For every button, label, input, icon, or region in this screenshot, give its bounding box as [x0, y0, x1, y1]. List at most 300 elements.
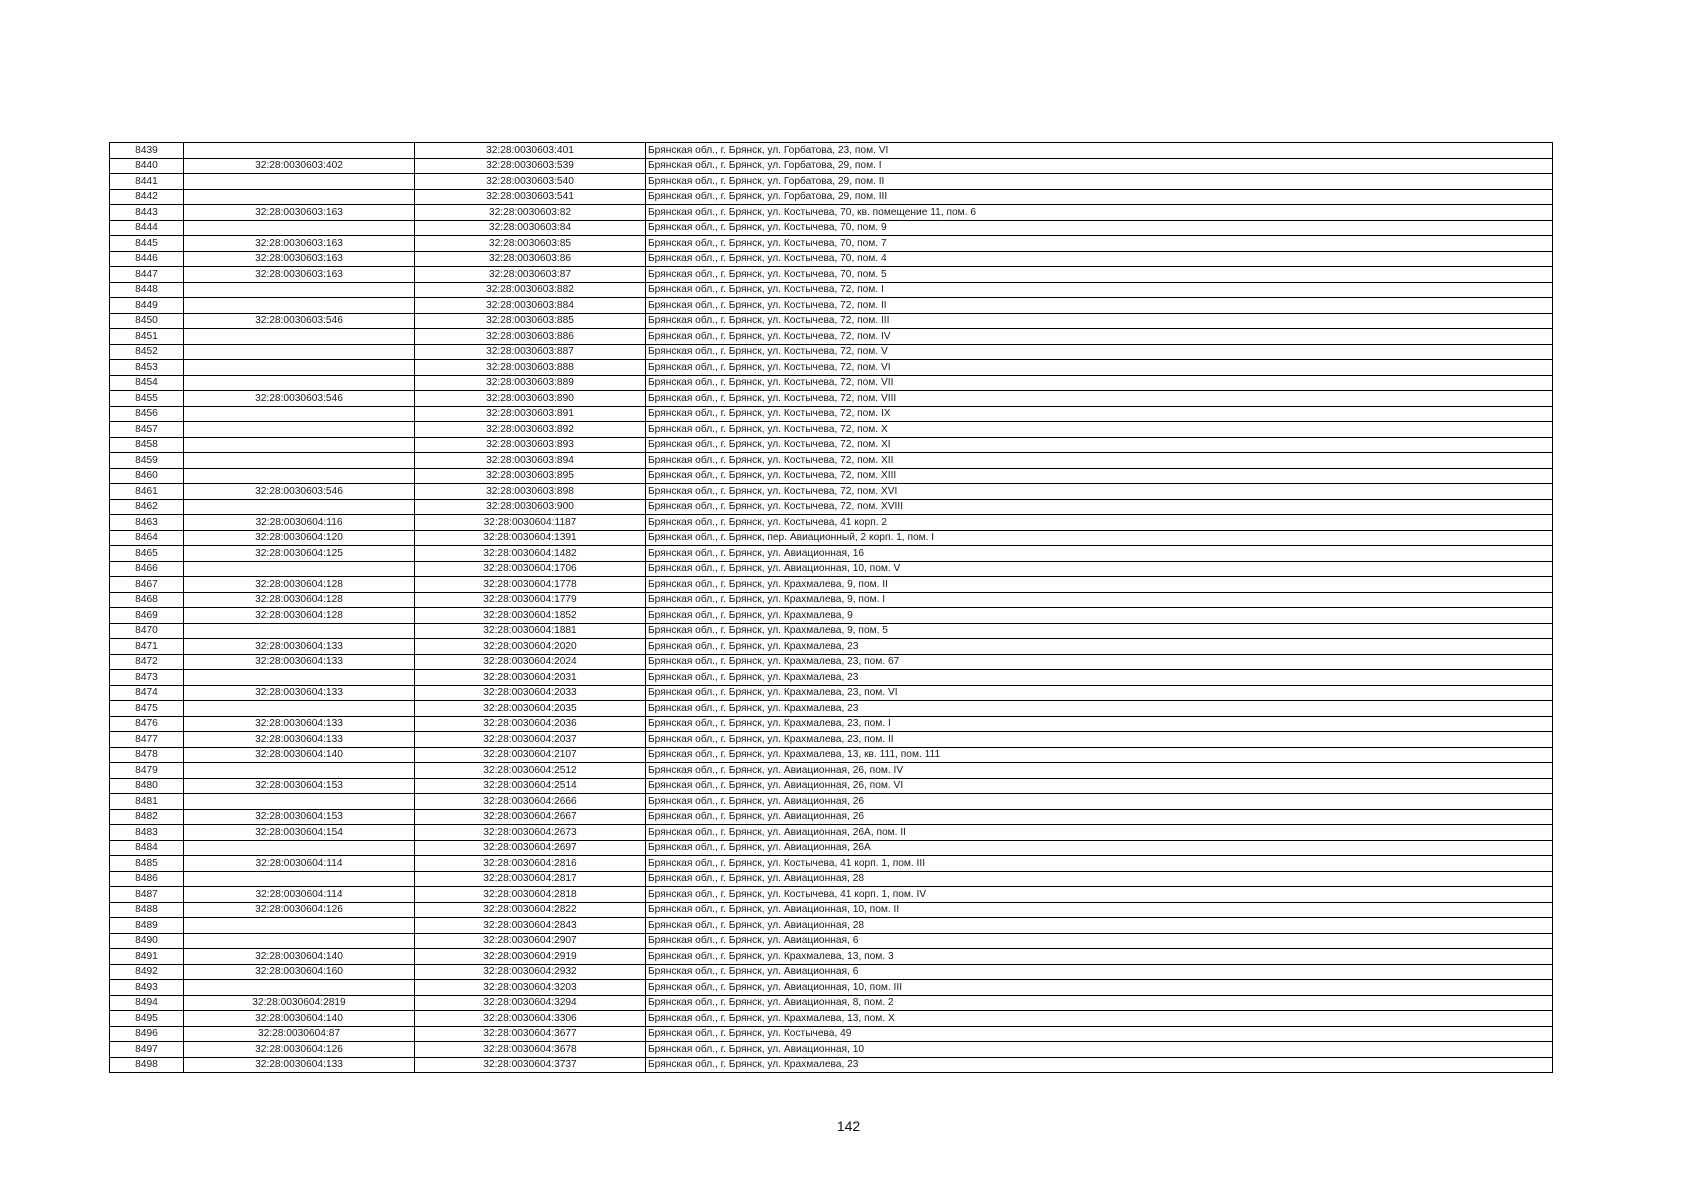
- row-number-cell: 8447: [110, 267, 184, 283]
- address-cell: Брянская обл., г. Брянск, ул. Крахмалева, 13, кв. 111, пом. 111: [646, 747, 1553, 763]
- table-row: [110, 143, 1553, 159]
- row-number-cell: 8458: [110, 437, 184, 453]
- cadastral-number-cell: 32:28:0030604:2932: [415, 964, 646, 980]
- address-cell: Брянская обл., г. Брянск, ул. Костычева, 70, пом. 4: [646, 251, 1553, 267]
- parent-cadastral-number-cell: [184, 701, 415, 717]
- cadastral-number-cell: 32:28:0030604:1391: [415, 530, 646, 546]
- table-row: [110, 205, 1553, 221]
- address-cell: Брянская обл., г. Брянск, ул. Костычева, 49: [646, 1026, 1553, 1042]
- address-cell: Брянская обл., г. Брянск, ул. Костычева, 72, пом. XIII: [646, 468, 1553, 484]
- row-number-cell: 8492: [110, 964, 184, 980]
- table-row: [110, 360, 1553, 376]
- row-number-cell: 8451: [110, 329, 184, 345]
- table-row: [110, 747, 1553, 763]
- parent-cadastral-number-cell: 32:28:0030604:133: [184, 639, 415, 655]
- parent-cadastral-number-cell: 32:28:0030604:133: [184, 732, 415, 748]
- address-cell: Брянская обл., г. Брянск, ул. Авиационная, 26, пом. VI: [646, 778, 1553, 794]
- table-row: [110, 422, 1553, 438]
- row-number-cell: 8466: [110, 561, 184, 577]
- table-row: [110, 732, 1553, 748]
- table-row: [110, 639, 1553, 655]
- address-cell: Брянская обл., г. Брянск, ул. Костычева, 72, пом. XVI: [646, 484, 1553, 500]
- row-number-cell: 8452: [110, 344, 184, 360]
- table-row: [110, 918, 1553, 934]
- table-row: [110, 949, 1553, 965]
- address-cell: Брянская обл., г. Брянск, ул. Авиационная, 10, пом. II: [646, 902, 1553, 918]
- table-row: [110, 670, 1553, 686]
- cadastral-number-cell: 32:28:0030604:1706: [415, 561, 646, 577]
- row-number-cell: 8486: [110, 871, 184, 887]
- table-row: [110, 453, 1553, 469]
- table-row: [110, 251, 1553, 267]
- cadastral-number-cell: 32:28:0030603:892: [415, 422, 646, 438]
- table-row: [110, 406, 1553, 422]
- parent-cadastral-number-cell: [184, 499, 415, 515]
- address-cell: Брянская обл., г. Брянск, ул. Крахмалева, 9, пом. 5: [646, 623, 1553, 639]
- address-cell: Брянская обл., г. Брянск, ул. Авиационная, 8, пом. 2: [646, 995, 1553, 1011]
- table-row: [110, 592, 1553, 608]
- table-row: [110, 329, 1553, 345]
- parent-cadastral-number-cell: 32:28:0030604:160: [184, 964, 415, 980]
- cadastral-number-cell: 32:28:0030604:1187: [415, 515, 646, 531]
- table-row: [110, 344, 1553, 360]
- row-number-cell: 8472: [110, 654, 184, 670]
- cadastral-number-cell: 32:28:0030603:541: [415, 189, 646, 205]
- address-cell: Брянская обл., г. Брянск, ул. Костычева, 72, пом. XII: [646, 453, 1553, 469]
- table-row: [110, 391, 1553, 407]
- address-cell: Брянская обл., г. Брянск, ул. Авиационная, 6: [646, 964, 1553, 980]
- row-number-cell: 8485: [110, 856, 184, 872]
- table-row: [110, 856, 1553, 872]
- address-cell: Брянская обл., г. Брянск, ул. Костычева, 72, пом. III: [646, 313, 1553, 329]
- table-row: [110, 794, 1553, 810]
- parent-cadastral-number-cell: [184, 174, 415, 190]
- row-number-cell: 8470: [110, 623, 184, 639]
- address-cell: Брянская обл., г. Брянск, ул. Авиационная, 28: [646, 871, 1553, 887]
- parent-cadastral-number-cell: [184, 918, 415, 934]
- parent-cadastral-number-cell: [184, 623, 415, 639]
- parent-cadastral-number-cell: 32:28:0030604:114: [184, 856, 415, 872]
- table-row: [110, 995, 1553, 1011]
- address-cell: Брянская обл., г. Брянск, ул. Костычева, 70, кв. помещение 11, пом. 6: [646, 205, 1553, 221]
- table-row: [110, 189, 1553, 205]
- row-number-cell: 8456: [110, 406, 184, 422]
- row-number-cell: 8487: [110, 887, 184, 903]
- parent-cadastral-number-cell: 32:28:0030604:153: [184, 809, 415, 825]
- row-number-cell: 8441: [110, 174, 184, 190]
- cadastral-number-cell: 32:28:0030604:3677: [415, 1026, 646, 1042]
- table-row: [110, 220, 1553, 236]
- cadastral-number-cell: 32:28:0030604:2907: [415, 933, 646, 949]
- row-number-cell: 8468: [110, 592, 184, 608]
- address-cell: Брянская обл., г. Брянск, ул. Костычева, 41 корп. 1, пом. IV: [646, 887, 1553, 903]
- parent-cadastral-number-cell: 32:28:0030604:126: [184, 902, 415, 918]
- table-row: [110, 809, 1553, 825]
- address-cell: Брянская обл., г. Брянск, ул. Крахмалева, 23: [646, 670, 1553, 686]
- address-cell: Брянская обл., г. Брянск, ул. Костычева, 72, пом. XI: [646, 437, 1553, 453]
- table-row: [110, 236, 1553, 252]
- address-cell: Брянская обл., г. Брянск, ул. Крахмалева, 13, пом. X: [646, 1011, 1553, 1027]
- cadastral-number-cell: 32:28:0030604:1779: [415, 592, 646, 608]
- table-row: [110, 530, 1553, 546]
- parent-cadastral-number-cell: 32:28:0030604:128: [184, 577, 415, 593]
- row-number-cell: 8463: [110, 515, 184, 531]
- address-cell: Брянская обл., г. Брянск, ул. Костычева, 72, пом. VI: [646, 360, 1553, 376]
- cadastral-number-cell: 32:28:0030603:87: [415, 267, 646, 283]
- parent-cadastral-number-cell: 32:28:0030603:163: [184, 251, 415, 267]
- table-row: [110, 980, 1553, 996]
- cadastral-number-cell: 32:28:0030603:539: [415, 158, 646, 174]
- table-row: [110, 1057, 1553, 1073]
- row-number-cell: 8483: [110, 825, 184, 841]
- row-number-cell: 8482: [110, 809, 184, 825]
- parent-cadastral-number-cell: 32:28:0030604:133: [184, 716, 415, 732]
- page-number: 142: [836, 1118, 861, 1134]
- parent-cadastral-number-cell: 32:28:0030603:546: [184, 313, 415, 329]
- cadastral-number-cell: 32:28:0030604:3294: [415, 995, 646, 1011]
- row-number-cell: 8454: [110, 375, 184, 391]
- row-number-cell: 8480: [110, 778, 184, 794]
- parent-cadastral-number-cell: [184, 561, 415, 577]
- table-row: [110, 1026, 1553, 1042]
- table-row: [110, 623, 1553, 639]
- registry-table: [109, 142, 1553, 1073]
- address-cell: Брянская обл., г. Брянск, ул. Крахмалева, 23, пом. I: [646, 716, 1553, 732]
- address-cell: Брянская обл., г. Брянск, ул. Крахмалева, 9: [646, 608, 1553, 624]
- parent-cadastral-number-cell: [184, 840, 415, 856]
- address-cell: Брянская обл., г. Брянск, ул. Крахмалева, 9, пом. II: [646, 577, 1553, 593]
- parent-cadastral-number-cell: 32:28:0030604:154: [184, 825, 415, 841]
- parent-cadastral-number-cell: [184, 344, 415, 360]
- address-cell: Брянская обл., г. Брянск, ул. Авиационная, 10: [646, 1042, 1553, 1058]
- parent-cadastral-number-cell: 32:28:0030603:163: [184, 236, 415, 252]
- parent-cadastral-number-cell: [184, 871, 415, 887]
- cadastral-number-cell: 32:28:0030604:2816: [415, 856, 646, 872]
- parent-cadastral-number-cell: [184, 282, 415, 298]
- cadastral-number-cell: 32:28:0030604:2919: [415, 949, 646, 965]
- parent-cadastral-number-cell: 32:28:0030604:126: [184, 1042, 415, 1058]
- cadastral-number-cell: 32:28:0030604:2667: [415, 809, 646, 825]
- parent-cadastral-number-cell: [184, 437, 415, 453]
- row-number-cell: 8488: [110, 902, 184, 918]
- row-number-cell: 8449: [110, 298, 184, 314]
- parent-cadastral-number-cell: 32:28:0030604:140: [184, 1011, 415, 1027]
- cadastral-number-cell: 32:28:0030604:2514: [415, 778, 646, 794]
- parent-cadastral-number-cell: 32:28:0030604:116: [184, 515, 415, 531]
- row-number-cell: 8440: [110, 158, 184, 174]
- cadastral-number-cell: 32:28:0030604:2843: [415, 918, 646, 934]
- row-number-cell: 8491: [110, 949, 184, 965]
- row-number-cell: 8477: [110, 732, 184, 748]
- address-cell: Брянская обл., г. Брянск, ул. Костычева, 41 корп. 2: [646, 515, 1553, 531]
- row-number-cell: 8464: [110, 530, 184, 546]
- cadastral-number-cell: 32:28:0030603:540: [415, 174, 646, 190]
- parent-cadastral-number-cell: [184, 422, 415, 438]
- parent-cadastral-number-cell: [184, 933, 415, 949]
- cadastral-number-cell: 32:28:0030603:86: [415, 251, 646, 267]
- table-row: [110, 267, 1553, 283]
- cadastral-number-cell: 32:28:0030604:1482: [415, 546, 646, 562]
- address-cell: Брянская обл., г. Брянск, ул. Авиационная, 26, пом. IV: [646, 763, 1553, 779]
- address-cell: Брянская обл., г. Брянск, пер. Авиационный, 2 корп. 1, пом. I: [646, 530, 1553, 546]
- row-number-cell: 8494: [110, 995, 184, 1011]
- address-cell: Брянская обл., г. Брянск, ул. Костычева, 70, пом. 9: [646, 220, 1553, 236]
- table-row: [110, 546, 1553, 562]
- parent-cadastral-number-cell: 32:28:0030603:402: [184, 158, 415, 174]
- cadastral-number-cell: 32:28:0030603:884: [415, 298, 646, 314]
- row-number-cell: 8475: [110, 701, 184, 717]
- parent-cadastral-number-cell: 32:28:0030604:87: [184, 1026, 415, 1042]
- cadastral-number-cell: 32:28:0030603:887: [415, 344, 646, 360]
- parent-cadastral-number-cell: 32:28:0030603:163: [184, 267, 415, 283]
- table-row: [110, 608, 1553, 624]
- table-row: [110, 902, 1553, 918]
- row-number-cell: 8469: [110, 608, 184, 624]
- cadastral-number-cell: 32:28:0030604:2817: [415, 871, 646, 887]
- table-row: [110, 484, 1553, 500]
- row-number-cell: 8484: [110, 840, 184, 856]
- cadastral-number-cell: 32:28:0030604:1778: [415, 577, 646, 593]
- parent-cadastral-number-cell: [184, 375, 415, 391]
- address-cell: Брянская обл., г. Брянск, ул. Крахмалева, 23, пом. VI: [646, 685, 1553, 701]
- cadastral-number-cell: 32:28:0030604:2033: [415, 685, 646, 701]
- table-row: [110, 468, 1553, 484]
- cadastral-number-cell: 32:28:0030604:2666: [415, 794, 646, 810]
- cadastral-number-cell: 32:28:0030604:2697: [415, 840, 646, 856]
- table-row: [110, 1042, 1553, 1058]
- address-cell: Брянская обл., г. Брянск, ул. Авиационная, 28: [646, 918, 1553, 934]
- row-number-cell: 8457: [110, 422, 184, 438]
- cadastral-number-cell: 32:28:0030603:401: [415, 143, 646, 159]
- cadastral-number-cell: 32:28:0030603:895: [415, 468, 646, 484]
- address-cell: Брянская обл., г. Брянск, ул. Костычева, 70, пом. 7: [646, 236, 1553, 252]
- row-number-cell: 8497: [110, 1042, 184, 1058]
- cadastral-number-cell: 32:28:0030603:900: [415, 499, 646, 515]
- cadastral-number-cell: 32:28:0030603:893: [415, 437, 646, 453]
- address-cell: Брянская обл., г. Брянск, ул. Костычева, 72, пом. VIII: [646, 391, 1553, 407]
- row-number-cell: 8478: [110, 747, 184, 763]
- row-number-cell: 8498: [110, 1057, 184, 1073]
- table-row: [110, 840, 1553, 856]
- address-cell: Брянская обл., г. Брянск, ул. Костычева, 72, пом. IX: [646, 406, 1553, 422]
- parent-cadastral-number-cell: [184, 794, 415, 810]
- parent-cadastral-number-cell: 32:28:0030604:133: [184, 1057, 415, 1073]
- row-number-cell: 8479: [110, 763, 184, 779]
- table-row: [110, 158, 1553, 174]
- address-cell: Брянская обл., г. Брянск, ул. Крахмалева, 23: [646, 1057, 1553, 1073]
- parent-cadastral-number-cell: 32:28:0030604:133: [184, 654, 415, 670]
- address-cell: Брянская обл., г. Брянск, ул. Горбатова, 23, пом. VI: [646, 143, 1553, 159]
- table-row: [110, 825, 1553, 841]
- cadastral-number-cell: 32:28:0030603:885: [415, 313, 646, 329]
- parent-cadastral-number-cell: 32:28:0030604:140: [184, 949, 415, 965]
- cadastral-number-cell: 32:28:0030604:2020: [415, 639, 646, 655]
- row-number-cell: 8445: [110, 236, 184, 252]
- row-number-cell: 8453: [110, 360, 184, 376]
- address-cell: Брянская обл., г. Брянск, ул. Костычева, 70, пом. 5: [646, 267, 1553, 283]
- row-number-cell: 8489: [110, 918, 184, 934]
- address-cell: Брянская обл., г. Брянск, ул. Авиационная, 26: [646, 809, 1553, 825]
- cadastral-number-cell: 32:28:0030603:85: [415, 236, 646, 252]
- address-cell: Брянская обл., г. Брянск, ул. Костычева, 72, пом. V: [646, 344, 1553, 360]
- row-number-cell: 8474: [110, 685, 184, 701]
- address-cell: Брянская обл., г. Брянск, ул. Крахмалева, 23, пом. II: [646, 732, 1553, 748]
- row-number-cell: 8459: [110, 453, 184, 469]
- cadastral-number-cell: 32:28:0030604:3203: [415, 980, 646, 996]
- table-row: [110, 964, 1553, 980]
- row-number-cell: 8476: [110, 716, 184, 732]
- cadastral-number-cell: 32:28:0030603:889: [415, 375, 646, 391]
- address-cell: Брянская обл., г. Брянск, ул. Горбатова, 29, пом. II: [646, 174, 1553, 190]
- table-row: [110, 561, 1553, 577]
- row-number-cell: 8462: [110, 499, 184, 515]
- row-number-cell: 8496: [110, 1026, 184, 1042]
- table-row: [110, 701, 1553, 717]
- cadastral-number-cell: 32:28:0030603:890: [415, 391, 646, 407]
- address-cell: Брянская обл., г. Брянск, ул. Костычева, 72, пом. I: [646, 282, 1553, 298]
- address-cell: Брянская обл., г. Брянск, ул. Крахмалева, 23: [646, 639, 1553, 655]
- parent-cadastral-number-cell: 32:28:0030604:125: [184, 546, 415, 562]
- address-cell: Брянская обл., г. Брянск, ул. Костычева, 72, пом. IV: [646, 329, 1553, 345]
- registry-table-body: [110, 143, 1553, 1073]
- parent-cadastral-number-cell: [184, 143, 415, 159]
- row-number-cell: 8439: [110, 143, 184, 159]
- row-number-cell: 8455: [110, 391, 184, 407]
- parent-cadastral-number-cell: [184, 406, 415, 422]
- cadastral-number-cell: 32:28:0030603:886: [415, 329, 646, 345]
- cadastral-number-cell: 32:28:0030604:2035: [415, 701, 646, 717]
- cadastral-number-cell: 32:28:0030604:1852: [415, 608, 646, 624]
- parent-cadastral-number-cell: 32:28:0030604:140: [184, 747, 415, 763]
- table-row: [110, 763, 1553, 779]
- row-number-cell: 8450: [110, 313, 184, 329]
- address-cell: Брянская обл., г. Брянск, ул. Крахмалева, 23: [646, 701, 1553, 717]
- row-number-cell: 8493: [110, 980, 184, 996]
- table-row: [110, 282, 1553, 298]
- table-row: [110, 654, 1553, 670]
- address-cell: Брянская обл., г. Брянск, ул. Авиационная, 26: [646, 794, 1553, 810]
- parent-cadastral-number-cell: [184, 189, 415, 205]
- cadastral-number-cell: 32:28:0030603:888: [415, 360, 646, 376]
- cadastral-number-cell: 32:28:0030603:882: [415, 282, 646, 298]
- parent-cadastral-number-cell: 32:28:0030604:114: [184, 887, 415, 903]
- parent-cadastral-number-cell: 32:28:0030604:133: [184, 685, 415, 701]
- row-number-cell: 8467: [110, 577, 184, 593]
- row-number-cell: 8481: [110, 794, 184, 810]
- cadastral-number-cell: 32:28:0030603:82: [415, 205, 646, 221]
- parent-cadastral-number-cell: 32:28:0030604:128: [184, 608, 415, 624]
- address-cell: Брянская обл., г. Брянск, ул. Крахмалева, 9, пом. I: [646, 592, 1553, 608]
- cadastral-number-cell: 32:28:0030604:2036: [415, 716, 646, 732]
- cadastral-number-cell: 32:28:0030604:2673: [415, 825, 646, 841]
- parent-cadastral-number-cell: [184, 980, 415, 996]
- table-row: [110, 778, 1553, 794]
- address-cell: Брянская обл., г. Брянск, ул. Костычева, 72, пом. II: [646, 298, 1553, 314]
- row-number-cell: 8461: [110, 484, 184, 500]
- cadastral-number-cell: 32:28:0030603:894: [415, 453, 646, 469]
- table-row: [110, 1011, 1553, 1027]
- address-cell: Брянская обл., г. Брянск, ул. Крахмалева, 13, пом. 3: [646, 949, 1553, 965]
- row-number-cell: 8448: [110, 282, 184, 298]
- parent-cadastral-number-cell: 32:28:0030604:153: [184, 778, 415, 794]
- address-cell: Брянская обл., г. Брянск, ул. Авиационная, 10, пом. V: [646, 561, 1553, 577]
- row-number-cell: 8444: [110, 220, 184, 236]
- address-cell: Брянская обл., г. Брянск, ул. Костычева, 72, пом. VII: [646, 375, 1553, 391]
- cadastral-number-cell: 32:28:0030604:3737: [415, 1057, 646, 1073]
- row-number-cell: 8443: [110, 205, 184, 221]
- table-row: [110, 871, 1553, 887]
- address-cell: Брянская обл., г. Брянск, ул. Авиационная, 16: [646, 546, 1553, 562]
- table-row: [110, 174, 1553, 190]
- parent-cadastral-number-cell: [184, 670, 415, 686]
- parent-cadastral-number-cell: 32:28:0030603:546: [184, 391, 415, 407]
- table-row: [110, 437, 1553, 453]
- cadastral-number-cell: 32:28:0030604:1881: [415, 623, 646, 639]
- address-cell: Брянская обл., г. Брянск, ул. Горбатова, 29, пом. I: [646, 158, 1553, 174]
- cadastral-number-cell: 32:28:0030604:2037: [415, 732, 646, 748]
- cadastral-number-cell: 32:28:0030604:2818: [415, 887, 646, 903]
- parent-cadastral-number-cell: [184, 763, 415, 779]
- cadastral-number-cell: 32:28:0030604:3678: [415, 1042, 646, 1058]
- address-cell: Брянская обл., г. Брянск, ул. Авиационная, 26А: [646, 840, 1553, 856]
- parent-cadastral-number-cell: 32:28:0030603:163: [184, 205, 415, 221]
- table-row: [110, 313, 1553, 329]
- cadastral-number-cell: 32:28:0030604:2512: [415, 763, 646, 779]
- row-number-cell: 8490: [110, 933, 184, 949]
- address-cell: Брянская обл., г. Брянск, ул. Авиационная, 10, пом. III: [646, 980, 1553, 996]
- address-cell: Брянская обл., г. Брянск, ул. Костычева, 72, пом. XVIII: [646, 499, 1553, 515]
- table-row: [110, 685, 1553, 701]
- table-row: [110, 577, 1553, 593]
- parent-cadastral-number-cell: [184, 360, 415, 376]
- table-row: [110, 716, 1553, 732]
- cadastral-number-cell: 32:28:0030603:898: [415, 484, 646, 500]
- row-number-cell: 8471: [110, 639, 184, 655]
- parent-cadastral-number-cell: [184, 298, 415, 314]
- address-cell: Брянская обл., г. Брянск, ул. Авиационная, 6: [646, 933, 1553, 949]
- table-row: [110, 515, 1553, 531]
- table-row: [110, 375, 1553, 391]
- table-row: [110, 933, 1553, 949]
- parent-cadastral-number-cell: 32:28:0030604:128: [184, 592, 415, 608]
- parent-cadastral-number-cell: 32:28:0030604:120: [184, 530, 415, 546]
- address-cell: Брянская обл., г. Брянск, ул. Крахмалева, 23, пом. 67: [646, 654, 1553, 670]
- parent-cadastral-number-cell: 32:28:0030604:2819: [184, 995, 415, 1011]
- cadastral-number-cell: 32:28:0030603:891: [415, 406, 646, 422]
- cadastral-number-cell: 32:28:0030604:2107: [415, 747, 646, 763]
- table-row: [110, 887, 1553, 903]
- row-number-cell: 8495: [110, 1011, 184, 1027]
- cadastral-number-cell: 32:28:0030603:84: [415, 220, 646, 236]
- cadastral-number-cell: 32:28:0030604:3306: [415, 1011, 646, 1027]
- address-cell: Брянская обл., г. Брянск, ул. Горбатова, 29, пом. III: [646, 189, 1553, 205]
- row-number-cell: 8460: [110, 468, 184, 484]
- address-cell: Брянская обл., г. Брянск, ул. Костычева, 41 корп. 1, пом. III: [646, 856, 1553, 872]
- cadastral-number-cell: 32:28:0030604:2024: [415, 654, 646, 670]
- row-number-cell: 8442: [110, 189, 184, 205]
- cadastral-number-cell: 32:28:0030604:2822: [415, 902, 646, 918]
- row-number-cell: 8473: [110, 670, 184, 686]
- address-cell: Брянская обл., г. Брянск, ул. Авиационная, 26А, пом. II: [646, 825, 1553, 841]
- row-number-cell: 8446: [110, 251, 184, 267]
- parent-cadastral-number-cell: [184, 453, 415, 469]
- cadastral-number-cell: 32:28:0030604:2031: [415, 670, 646, 686]
- parent-cadastral-number-cell: 32:28:0030603:546: [184, 484, 415, 500]
- row-number-cell: 8465: [110, 546, 184, 562]
- parent-cadastral-number-cell: [184, 468, 415, 484]
- table-row: [110, 499, 1553, 515]
- table-row: [110, 298, 1553, 314]
